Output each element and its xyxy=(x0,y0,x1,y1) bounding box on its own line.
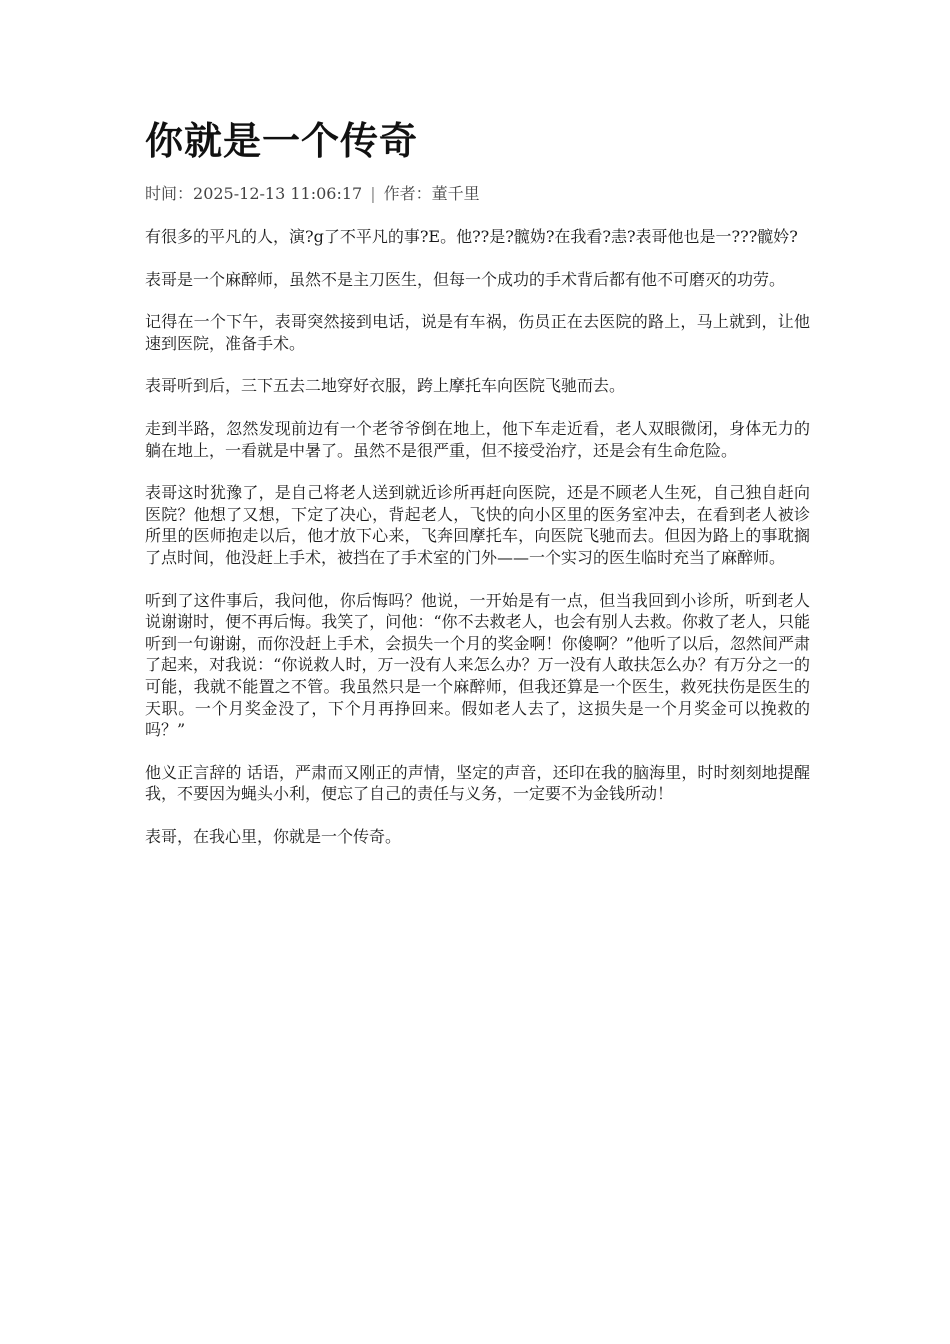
article xyxy=(145,112,810,868)
paragraph: 他义正言辞的 话语，严肃而又刚正的声情，坚定的声音，还印在我的脑海里，时时刻刻地提醒我，不要因为蝇头小利，便忘了自己的责任与义务，一定要不为金钱所动！ xyxy=(145,762,810,804)
article-body xyxy=(145,226,810,847)
paragraph: 听到了这件事后，我问他，你后悔吗？他说，一开始是有一点，但当我回到小诊所，听到老人说谢谢时，便不再后悔。我笑了，问他：“你不去救老人，也会有别人去救。你救了老人，只能听到一句谢谢，而你没赶上手术，会损失一个月的奖金啊！你傻啊？”他听了以后，忽然间严肃了起来，对我说：“你说救人时，万一没有人来怎么办？万一没有人敢扶怎么办？有万分之一的可能，我就不能置之不管。我虽然只是一个麻醉师，但我还算是一个医生，救死扶伤是医生的天职。一个月奖金没了，下个月再挣回来。假如老人去了，这损失是一个月奖金可以挽救的吗？” xyxy=(145,590,810,740)
paragraph: 表哥这时犹豫了，是自己将老人送到就近诊所再赶向医院，还是不顾老人生死，自己独自赶向医院？他想了又想，下定了决心，背起老人，飞快的向小区里的医务室冲去，在看到老人被诊所里的医师抱走以后，他才放下心来，飞奔回摩托车，向医院飞驰而去。但因为路上的事耽搁了点时间，他没赶上手术，被挡在了手术室的门外——一个实习的医生临时充当了麻醉师。 xyxy=(145,483,810,567)
paragraph: 表哥听到后，三下五去二地穿好衣服，跨上摩托车向医院飞驰而去。 xyxy=(145,376,626,396)
time-label: 时间： xyxy=(145,184,194,203)
author-label: 作者： xyxy=(383,184,432,203)
author-name: 董千里 xyxy=(431,184,480,203)
article-title: 你就是一个传奇 xyxy=(145,118,419,163)
paragraph: 走到半路，忽然发现前边有一个老爷爷倒在地上，他下车走近看，老人双眼微闭，身体无力的躺在地上，一看就是中暑了。虽然不是很严重，但不接受治疗，还是会有生命危险。 xyxy=(145,418,810,460)
paragraph: 有很多的平凡的人，演?g了不平凡的事?E。他??是?髋妫?在我看?恚?表哥他也是一???髋妗? xyxy=(145,227,798,246)
paragraph: 表哥是一个麻醉师，虽然不是主刀医生，但每一个成功的手术背后都有他不可磨灭的功劳。 xyxy=(145,269,786,289)
paragraph: 记得在一个下午，表哥突然接到电话，说是有车祸，伤员正在去医院的路上，马上就到，让他速到医院，准备手术。 xyxy=(145,312,810,353)
paragraph: 表哥，在我心里，你就是一个传奇。 xyxy=(145,826,402,846)
article-meta xyxy=(145,182,810,206)
publish-time: 2025-12-13 11:06:17 xyxy=(193,184,363,203)
meta-separator: | xyxy=(370,184,376,203)
